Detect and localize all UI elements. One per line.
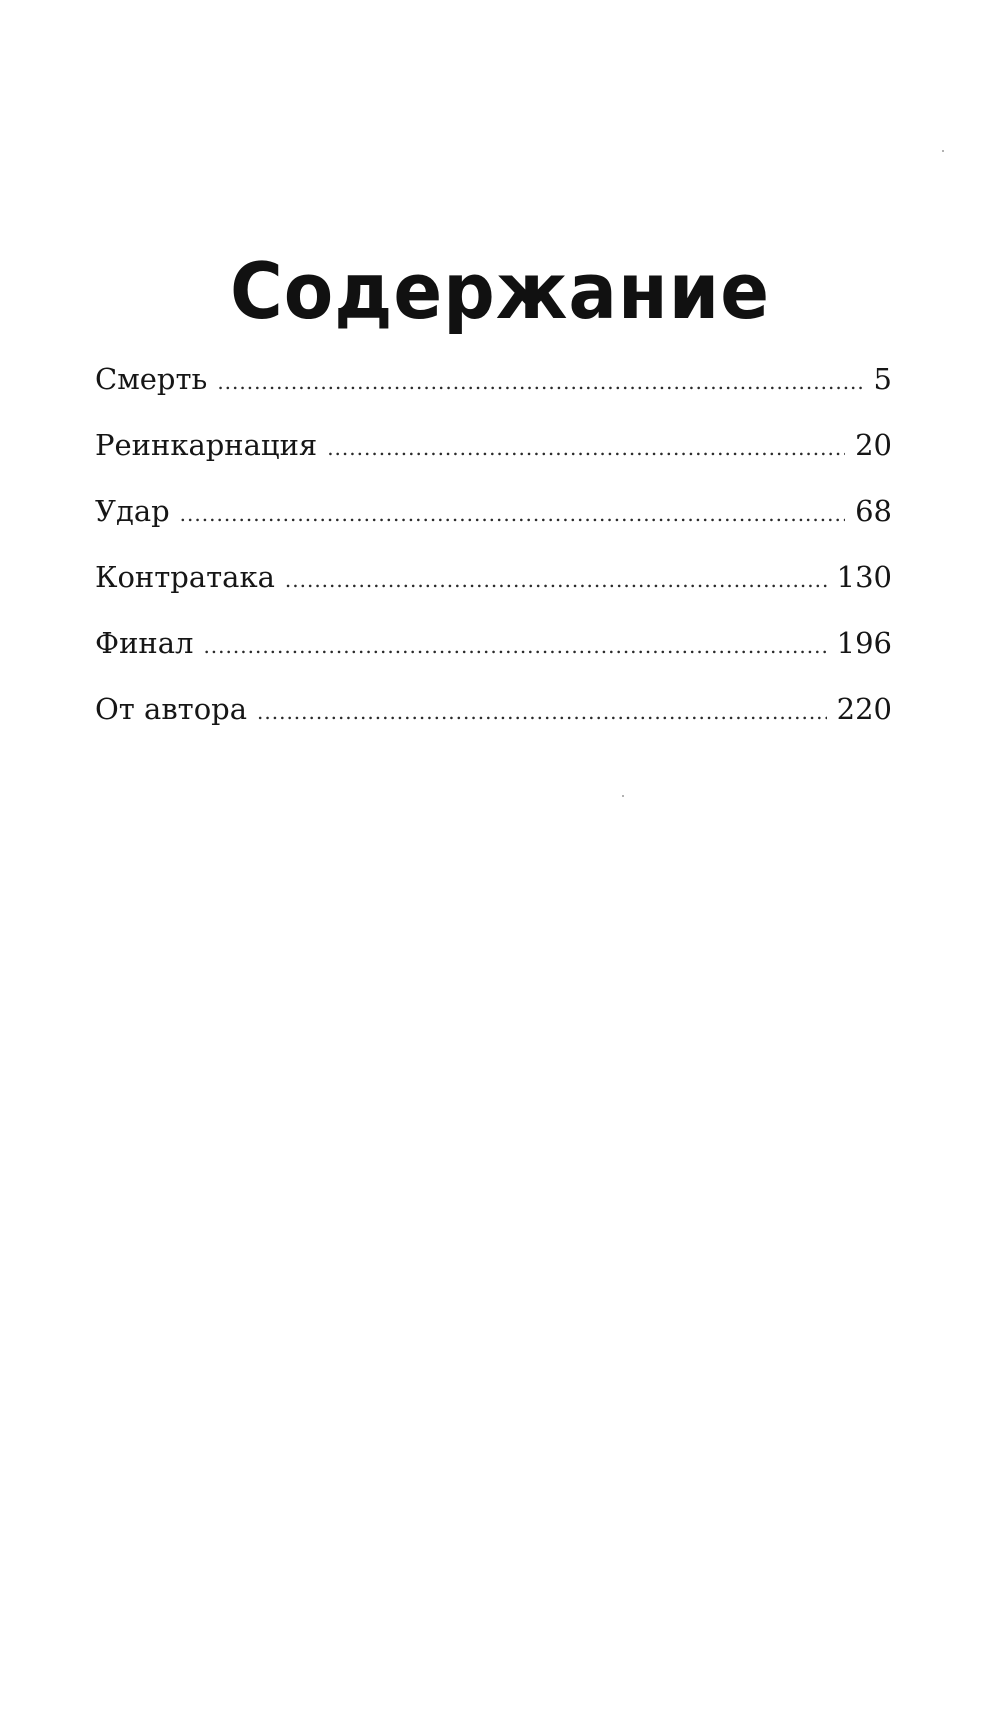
toc-entry bbox=[95, 692, 892, 758]
toc-dot-leader bbox=[285, 568, 827, 592]
toc-entry bbox=[95, 362, 892, 428]
toc-entry-title: Финал bbox=[95, 626, 194, 660]
toc-entry bbox=[95, 494, 892, 560]
toc-entry bbox=[95, 626, 892, 692]
scan-speck bbox=[942, 150, 944, 152]
toc-entry-page: 196 bbox=[836, 626, 892, 660]
toc-dot-leader bbox=[217, 370, 863, 394]
scan-speck bbox=[622, 795, 624, 797]
toc-entry bbox=[95, 428, 892, 494]
toc-entry-title: Удар bbox=[95, 494, 170, 528]
page-title: Содержание bbox=[229, 245, 771, 337]
toc-entry-page: 130 bbox=[836, 560, 892, 594]
toc-entry-page: 68 bbox=[855, 494, 892, 528]
toc-entry-page: 5 bbox=[873, 362, 892, 396]
toc-entry-title: Реинкарнация bbox=[95, 428, 318, 462]
table-of-contents bbox=[95, 362, 892, 758]
toc-dot-leader bbox=[203, 634, 826, 658]
toc-entry-title: От автора bbox=[95, 692, 248, 726]
toc-entry-page: 220 bbox=[836, 692, 892, 726]
toc-entry-title: Смерть bbox=[95, 362, 208, 396]
toc-entry bbox=[95, 560, 892, 626]
toc-entry-title: Контратака bbox=[95, 560, 275, 594]
toc-dot-leader bbox=[327, 436, 845, 460]
toc-dot-leader bbox=[180, 502, 845, 526]
toc-entry-page: 20 bbox=[855, 428, 892, 462]
toc-dot-leader bbox=[257, 700, 827, 724]
